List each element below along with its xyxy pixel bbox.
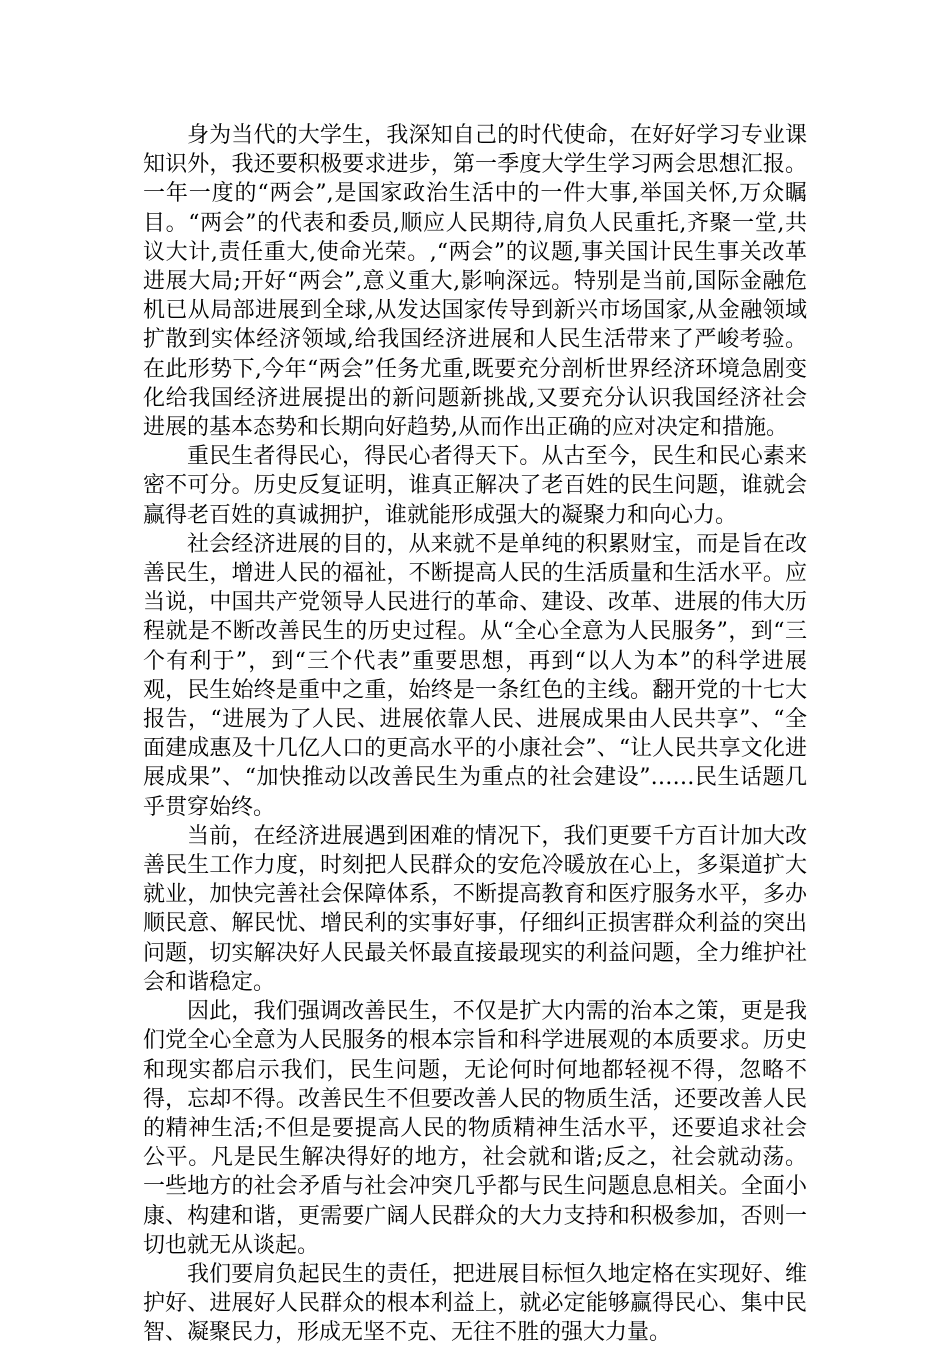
paragraph-4: 当前，在经济进展遇到困难的情况下，我们更要千方百计加大改善民生工作力度，时刻把人民群众的安危冷暖放在心上，多渠道扩大就业，加快完善社会保障体系，不断提高教育和医疗服务水平，多办顺民意、解民忧、增民利的实事好事，仔细纠正损害群众利益的突出问题，切实解决好人民最关怀最直接最现实的利益问题，全力维护社会和谐稳定。 [143,823,807,995]
paragraph-6: 我们要肩负起民生的责任，把进展目标恒久地定格在实现好、维护好、进展好人民群众的根本利益上，就必定能够赢得民心、集中民智、凝聚民力，形成无坚不克、无往不胜的强大力量。 [143,1261,807,1346]
paragraph-2: 重民生者得民心，得民心者得天下。从古至今，民生和民心素来密不可分。历史反复证明，谁真正解决了老百姓的民生问题，谁就会赢得老百姓的真诚拥护，谁就能形成强大的凝聚力和向心力。 [143,444,807,528]
document-body [143,121,807,1348]
paragraph-3: 社会经济进展的目的，从来就不是单纯的积累财宝，而是旨在改善民生，增进人民的福祉，不断提高人民的生活质量和生活水平。应当说，中国共产党领导人民进行的革命、建设、改革、进展的伟大历程就是不断改善民生的历史过程。从“全心全意为人民服务”，到“三个有利于”，到“三个代表”重要思想，再到“以人为本”的科学进展观，民生始终是重中之重，始终是一条红色的主线。翻开党的十七大报告，“进展为了人民、进展依靠人民、进展成果由人民共享”、“全面建成惠及十几亿人口的更高水平的小康社会”、“让人民共享文化进展成果”、“加快推动以改善民生为重点的社会建设”……民生话题几乎贯穿始终。 [143,531,807,820]
paragraph-5: 因此，我们强调改善民生，不仅是扩大内需的治本之策，更是我们党全心全意为人民服务的根本宗旨和科学进展观的本质要求。历史和现实都启示我们，民生问题，无论何时何地都轻视不得，忽略不得，忘却不得。改善民生不但要改善人民的物质生活，还要改善人民的精神生活;不但是要提高人民的物质精神生活水平，还要追求社会公平。凡是民生解决得好的地方，社会就和谐;反之，社会就动荡。一些地方的社会矛盾与社会冲突几乎都与民生问题息息相关。全面小康、构建和谐，更需要广阔人民群众的大力支持和积极参加，否则一切也就无从谈起。 [143,999,807,1258]
paragraph-1: 身为当代的大学生，我深知自己的时代使命，在好好学习专业课知识外，我还要积极要求进步，第一季度大学生学习两会思想汇报。一年一度的“两会”,是国家政治生活中的一件大事,举国关怀,万众瞩目。“两会”的代表和委员,顺应人民期待,肩负人民重托,齐聚一堂,共议大计,责任重大,使命光荣。,“两会”的议题,事关国计民生事关改革进展大局;开好“两会”,意义重大,影响深远。特别是当前,国际金融危机已从局部进展到全球,从发达国家传导到新兴市场国家,从金融领域扩散到实体经济领域,给我国经济进展和人民生活带来了严峻考验。在此形势下,今年“两会”任务尤重,既要充分剖析世界经济环境急剧变化给我国经济进展提出的新问题新挑战,又要充分认识我国经济社会进展的基本态势和长期向好趋势,从而作出正确的应对决定和措施。 [143,123,807,441]
